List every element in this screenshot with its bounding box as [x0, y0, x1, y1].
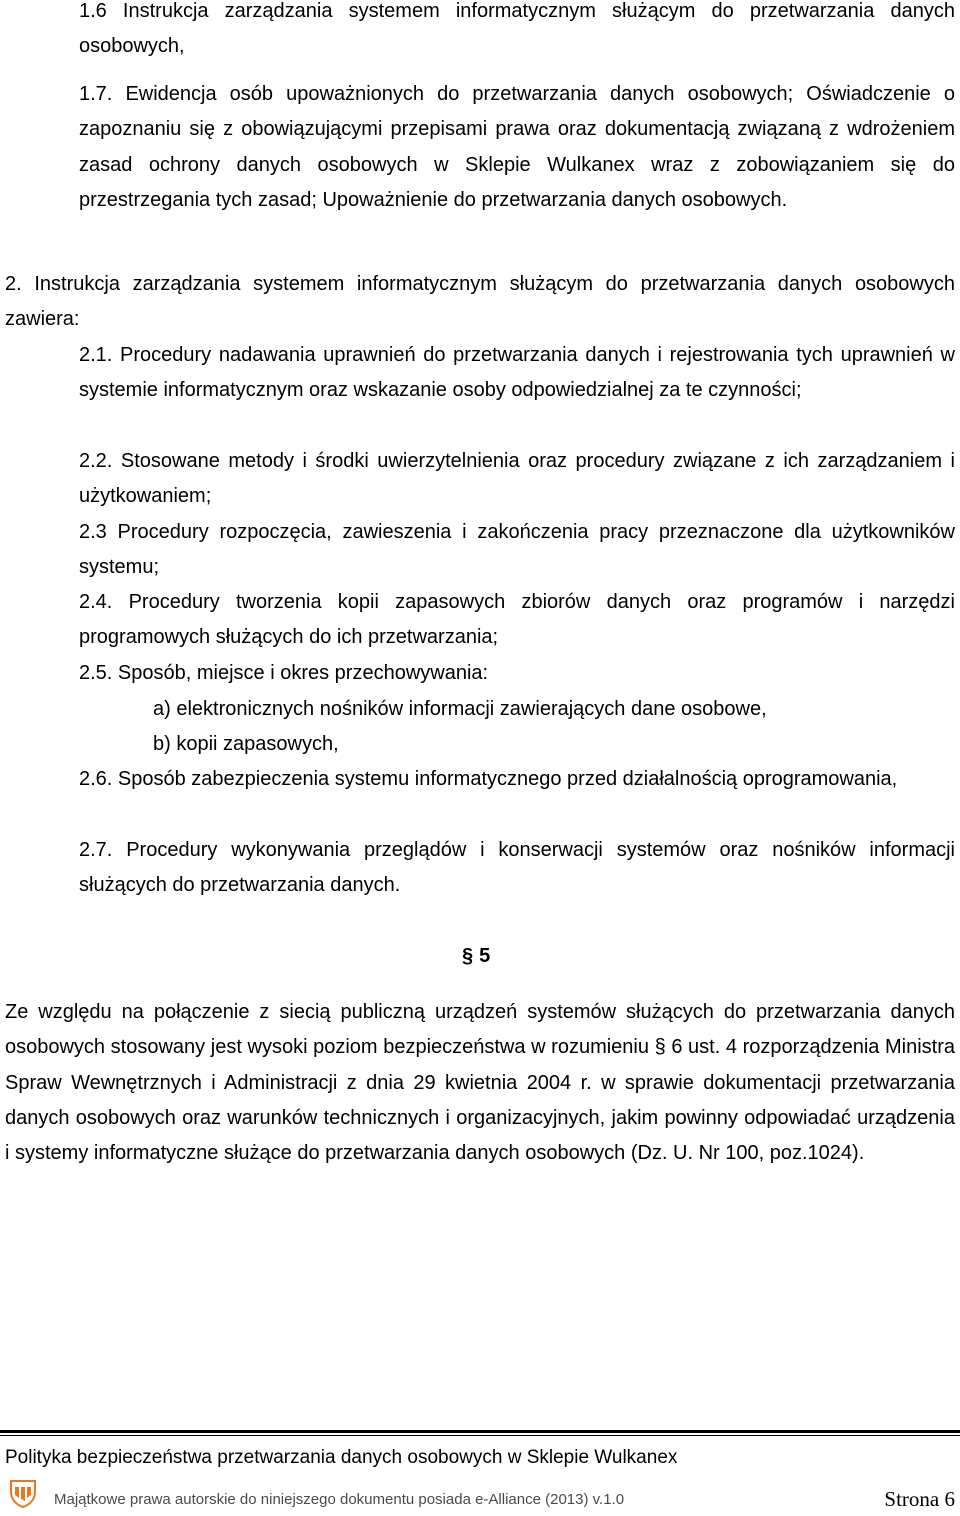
item-1-7: 1.7. Ewidencja osób upoważnionych do przetwarzania danych osobowych; Oświadczenie o zapoznaniu się z obowiązującymi przepisami prawa oraz dokumentacją związaną z wdrożeniem zasad ochrony danych osobowych w Sklepie Wulkanex wraz z zobowiązaniem się do przestrzegania tych zasad; Upoważnienie do przetwarzania danych osobowych.: [79, 83, 955, 211]
item-2-7: 2.7. Procedury wykonywania przeglądów i konserwacji systemów oraz nośników informacji służących do przetwarzania danych.: [79, 839, 955, 897]
item-2-4: 2.4. Procedury tworzenia kopii zapasowych zbiorów danych oraz programów i narzędzi programowych służących do ich przetwarzania;: [79, 591, 955, 649]
footer-divider-thin: [0, 1435, 960, 1436]
item-2-5-b: b) kopii zapasowych,: [153, 733, 339, 755]
footer-copyright: Majątkowe prawa autorskie do niniejszego dokumentu posiada e-Alliance (2013) v.1.0: [54, 1491, 625, 1508]
footer-document-title: Polityka bezpieczeństwa przetwarzania danych osobowych w Sklepie Wulkanex: [5, 1447, 678, 1468]
section-sign: §: [462, 945, 474, 967]
page-number: Strona 6: [884, 1487, 955, 1511]
item-2: 2. Instrukcja zarządzania systemem informatycznym służącym do przetwarzania danych osobowych zawiera:: [5, 273, 955, 331]
e-alliance-logo-icon: [8, 1478, 38, 1508]
footer-divider-thick: [0, 1430, 960, 1433]
section-5-body: Ze względu na połączenie z siecią publiczną urządzeń systemów służących do przetwarzania danych osobowych stosowany jest wysoki poziom bezpieczeństwa w rozumieniu § 6 ust. 4 rozporządzenia Ministra Spraw Wewnętrznych i Administracji z dnia 29 kwietnia 2004 r. w sprawie dokumentacji przetwarzania danych osobowych oraz warunków technicznych i organizacyjnych, jakim powinny odpowiadać urządzenia i systemy informatyczne służące do przetwarzania danych osobowych (Dz. U. Nr 100, poz.1024).: [5, 1001, 955, 1165]
item-2-3: 2.3 Procedury rozpoczęcia, zawieszenia i zakończenia pracy przeznaczone dla użytkowników systemu;: [79, 521, 955, 579]
section-number: 5: [479, 945, 491, 967]
item-2-5: 2.5. Sposób, miejsce i okres przechowywania:: [79, 662, 489, 684]
section-heading: [462, 938, 490, 974]
item-2-6: 2.6. Sposób zabezpieczenia systemu informatycznego przed działalnością oprogramowania,: [79, 768, 898, 790]
item-2-5-a: a) elektronicznych nośników informacji zawierających dane osobowe,: [153, 698, 767, 720]
item-2-1: 2.1. Procedury nadawania uprawnień do przetwarzania danych i rejestrowania tych uprawnień w systemie informatycznym oraz wskazanie osoby odpowiedzialnej za te czynności;: [79, 344, 955, 402]
item-2-2: 2.2. Stosowane metody i środki uwierzytelnienia oraz procedury związane z ich zarządzaniem i użytkowaniem;: [79, 450, 955, 508]
item-1-6: 1.6 Instrukcja zarządzania systemem informatycznym służącym do przetwarzania danych osobowych,: [79, 0, 955, 58]
